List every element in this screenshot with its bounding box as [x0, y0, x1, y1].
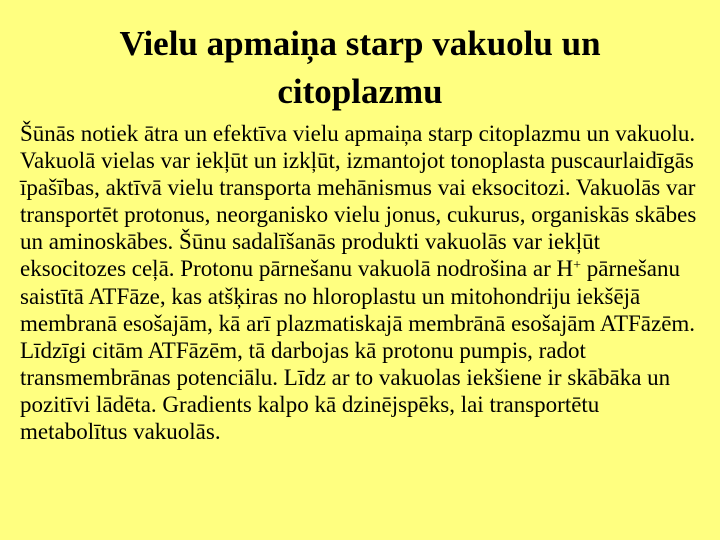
body-text-part2: pārnešanu saistītā ATFāze, kas atšķiras no hloroplastu un mitohondriju iekšējā membranā esošajām, kā arī plazmatiskajā membrānā esošajām ATFāzēm. Līdzīgi citām ATFāzēm, tā darbojas kā protonu pumpis, radot transmembrānas potenciālu. Līdz ar to vakuolas iekšiene ir skābāka un pozitīvi lādēta. Gradients kalpo kā dzinējspēks, lai transportētu metabolītus vakuolās. — [20, 256, 696, 445]
hydrogen-ion-superscript: + — [573, 258, 582, 274]
slide-title-line2: citoplazmu — [277, 72, 443, 111]
slide-title-line1: Vielu apmaiņa starp vakuolu un — [119, 24, 601, 63]
slide-title — [60, 20, 660, 116]
body-text-part1: Šūnās notiek ātra un efektīva vielu apmaiņa starp citoplazmu un vakuolu. Vakuolā vielas var iekļūt un izkļūt, izmantojot tonoplasta puscaurlaidīgās īpašības, aktīvā vielu transporta mehānismus vai eksocitozi. Vakuolās var transportēt protonus, neorganisko vielu jonus, cukurus, organiskās skābes un aminoskābes. Šūnu sadalīšanās produkti vakuolās var iekļūt eksocitozes ceļā. Protonu pārnešanu vakuolā nodrošina ar H — [20, 121, 697, 282]
slide-body-text — [20, 120, 710, 445]
